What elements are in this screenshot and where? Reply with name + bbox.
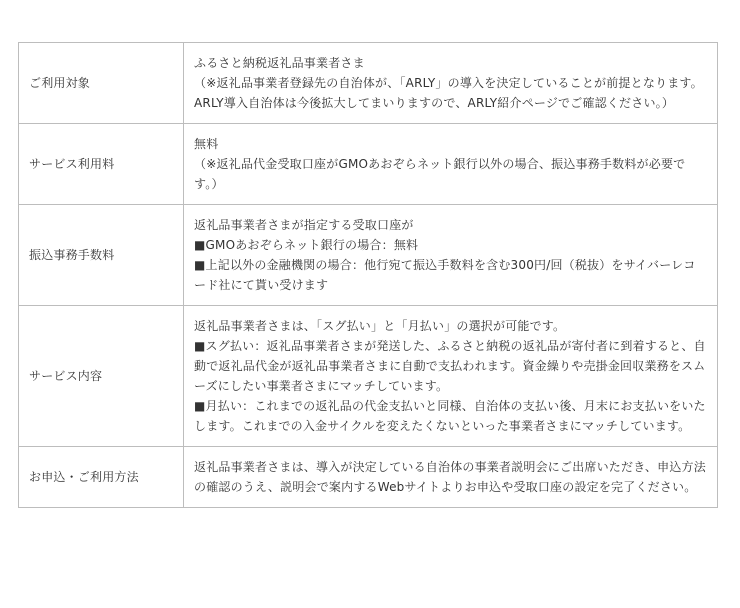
row-label: 振込事務手数料 [19, 205, 184, 306]
row-label: お申込・ご利用方法 [19, 447, 184, 508]
value-line: （※返礼品代金受取口座がGMOあおぞらネット銀行以外の場合、振込事務手数料が必要です。） [194, 157, 686, 191]
row-value [184, 205, 718, 306]
value-line: 返礼品事業者さまは、「スグ払い」と「月払い」の選択が可能です。 [194, 319, 566, 333]
value-line: ■スグ払い：返礼品事業者さまが発送した、ふるさと納税の返礼品が寄付者に到着すると、自動で返礼品代金が返礼品事業者さまに自動で支払われます。資金繰りや売掛金回収業務をスムーズにしたい事業者さまにマッチしています。 [194, 339, 706, 393]
value-line: ■上記以外の金融機関の場合：他行宛て振込手数料を含む300円/回（税抜）をサイバーレコード社にて貰い受けます [194, 258, 696, 292]
row-value [184, 124, 718, 205]
row-label: サービス利用料 [19, 124, 184, 205]
row-value [184, 43, 718, 124]
table-row-fee [19, 124, 718, 205]
value-line: （※返礼品事業者登録先の自治体が、「ARLY」の導入を決定していることが前提となります。ARLY導入自治体は今後拡大してまいりますので、ARLY紹介ページでご確認ください。） [194, 76, 703, 110]
value-line: 返礼品事業者さまは、導入が決定している自治体の事業者説明会にご出席いただき、申込方法の確認のうえ、説明会で案内するWebサイトよりお申込や受取口座の設定を完了ください。 [194, 460, 706, 494]
row-value [184, 447, 718, 508]
table-row-application [19, 447, 718, 508]
value-line: ■月払い：これまでの返礼品の代金支払いと同様、自治体の支払い後、月末にお支払いをいたします。これまでの入金サイクルを変えたくないといった事業者さまにマッチしています。 [194, 399, 706, 433]
value-line: ふるさと納税返礼品事業者さま [194, 56, 365, 70]
value-line: 返礼品事業者さまが指定する受取口座が [194, 218, 414, 232]
row-label: サービス内容 [19, 306, 184, 447]
value-line: ■GMOあおぞらネット銀行の場合：無料 [194, 238, 419, 252]
row-label: ご利用対象 [19, 43, 184, 124]
row-value [184, 306, 718, 447]
table-row-target [19, 43, 718, 124]
value-line: 無料 [194, 137, 219, 151]
table-row-service-content [19, 306, 718, 447]
service-info-table [18, 42, 718, 508]
table-row-transfer-fee [19, 205, 718, 306]
